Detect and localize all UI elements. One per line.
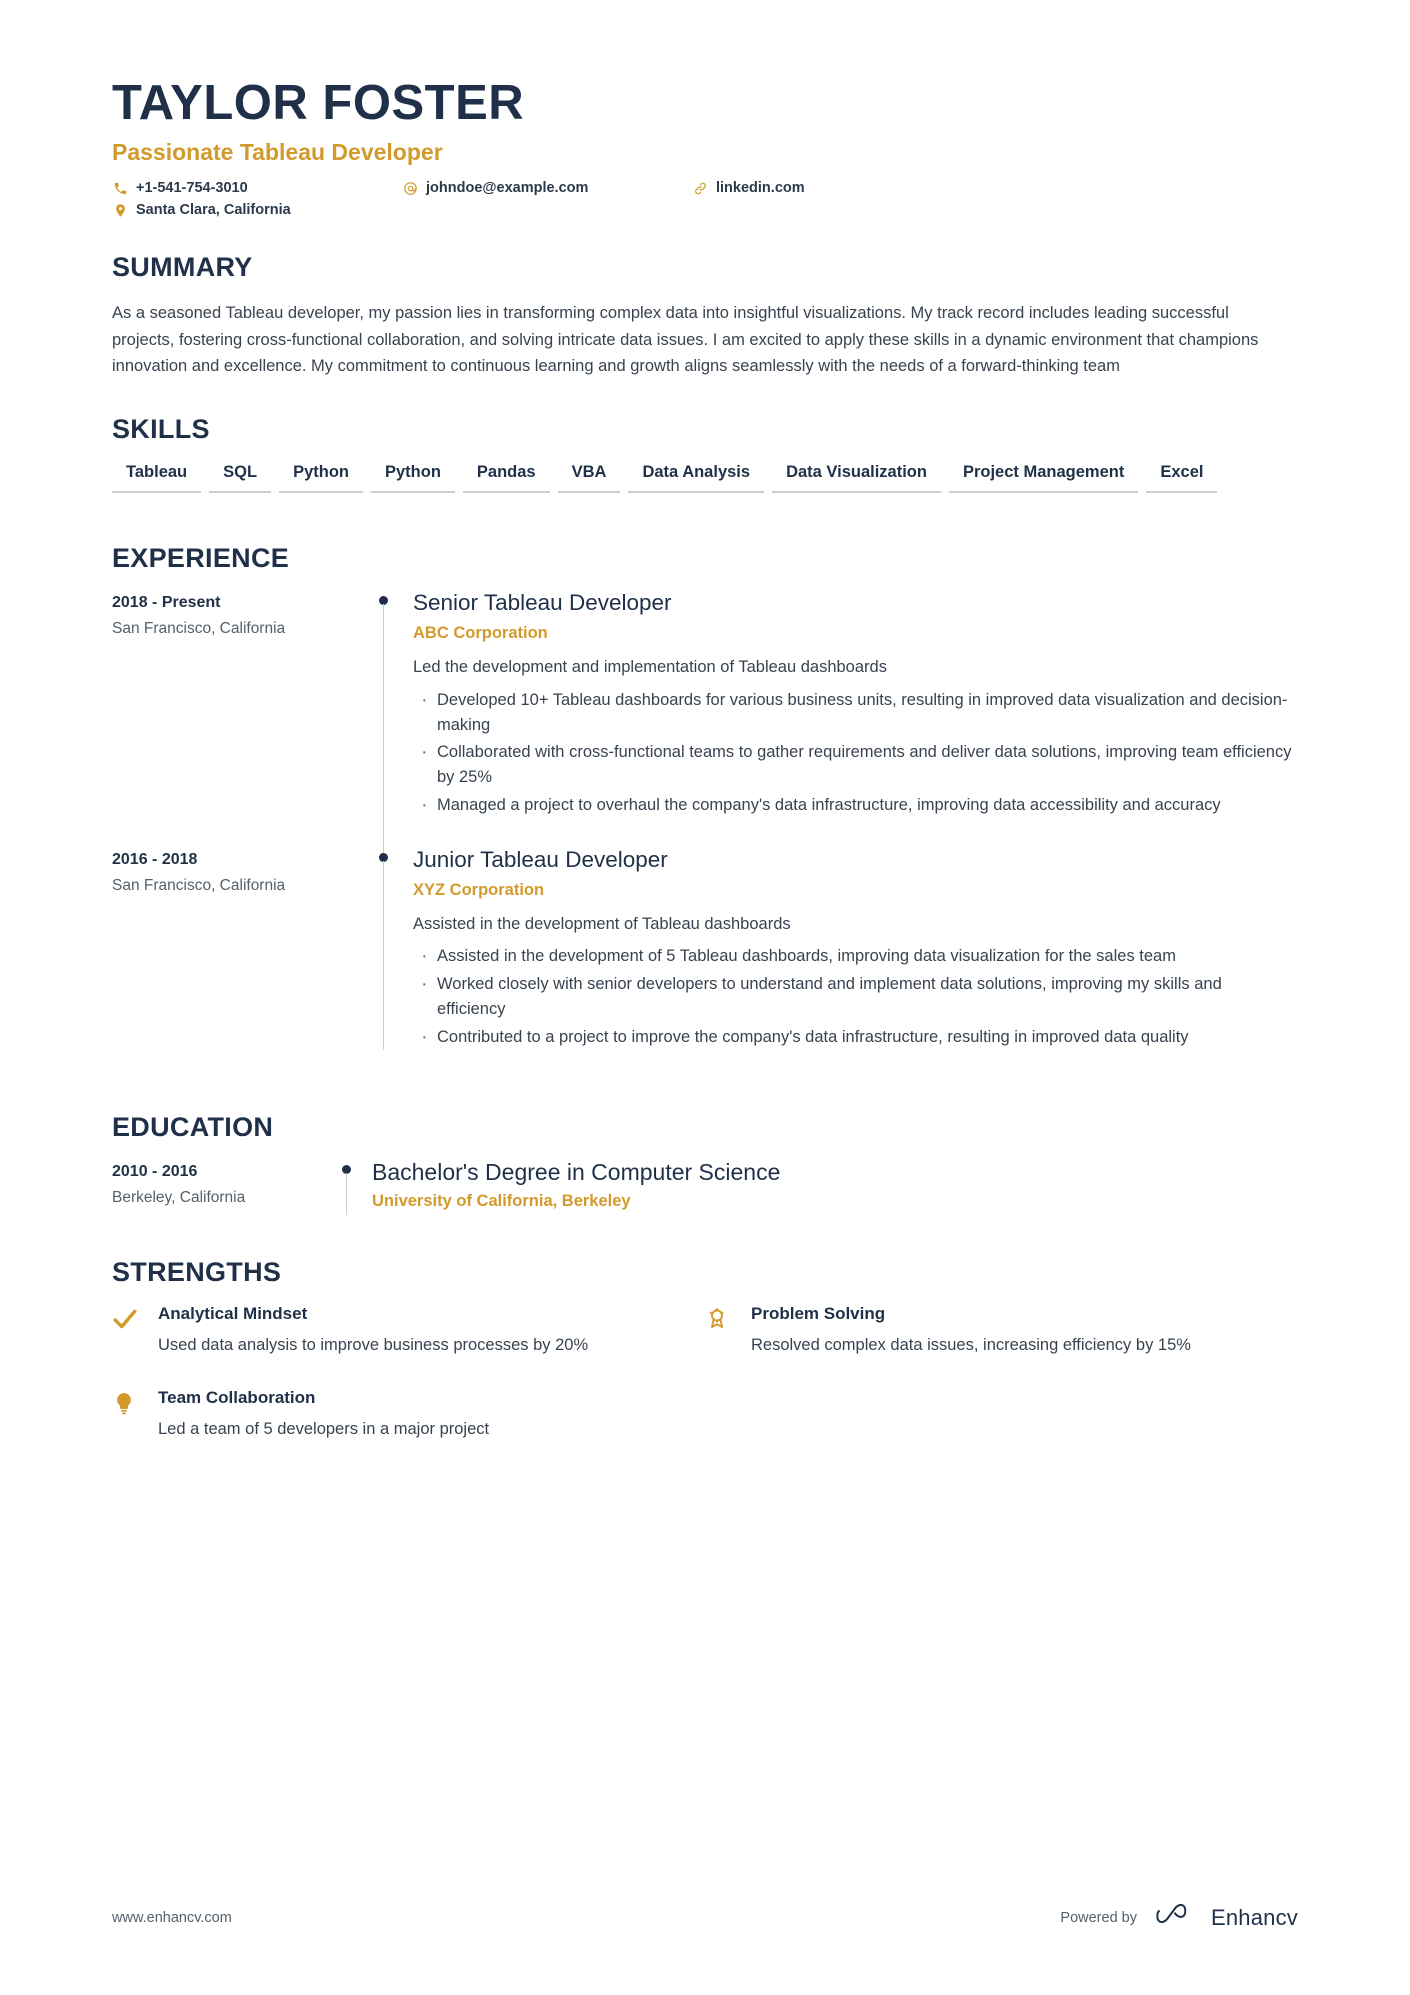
section-experience: [112, 543, 1298, 1078]
skill-chip: Project Management: [949, 461, 1138, 493]
strength-item: [705, 1304, 1298, 1358]
summary-text: As a seasoned Tableau developer, my passion lies in transforming complex data into insightful visualizations. My track record includes leading successful projects, fostering cross-functional collaboration, and solving intricate data issues. I am excited to apply these skills in a dynamic environment that champions innovation and excellence. My commitment to continuous learning and growth aligns seamlessly with the needs of a forward-thinking team: [112, 303, 1259, 376]
contact-email-value: johndoe@example.com: [426, 180, 589, 197]
strength-description: Led a team of 5 developers in a major project: [158, 1420, 490, 1439]
footer-website[interactable]: www.enhancv.com: [112, 1910, 232, 1926]
skills-title: SKILLS: [112, 414, 210, 445]
education-entry: [112, 1159, 1298, 1223]
section-skills: [112, 414, 1298, 509]
section-education: [112, 1112, 1298, 1223]
strength-title: Team Collaboration: [158, 1388, 316, 1408]
timeline-marker: [330, 1159, 372, 1223]
education-degree: Bachelor's Degree in Computer Science: [372, 1159, 781, 1186]
page-footer: [112, 1903, 1298, 1933]
email-icon: [402, 180, 418, 196]
skill-chip: Tableau: [112, 461, 201, 493]
timeline-marker: [367, 590, 413, 847]
location-icon: [112, 202, 128, 218]
timeline-line: [383, 861, 384, 1051]
experience-description: Assisted in the development of Tableau dashboards: [413, 914, 791, 933]
timeline-line: [383, 604, 384, 859]
candidate-headline: Passionate Tableau Developer: [112, 139, 443, 166]
education-school: University of California, Berkeley: [372, 1192, 631, 1211]
experience-bullet: · Contributed to a project to improve the company's data infrastructure, resulting in improved data quality: [413, 1025, 1293, 1050]
experience-bullet: · Developed 10+ Tableau dashboards for various business units, resulting in improved data visualization and decision-making: [413, 688, 1293, 738]
phone-icon: [112, 180, 128, 196]
experience-bullet: · Collaborated with cross-functional teams to gather requirements and deliver data solutions, improving team efficiency by 25%: [413, 740, 1293, 790]
enhancv-wordmark: Enhancv: [1210, 1905, 1298, 1930]
education-location: Berkeley, California: [112, 1189, 246, 1207]
experience-body: [413, 847, 1298, 1079]
experience-date: 2018 - Present: [112, 594, 221, 612]
skill-chip: Data Visualization: [772, 461, 941, 493]
strength-description: Used data analysis to improve business processes by 20%: [158, 1336, 589, 1355]
experience-company: XYZ Corporation: [413, 880, 545, 899]
contact-row-primary: [112, 180, 1298, 196]
strength-title: Analytical Mindset: [158, 1304, 308, 1324]
experience-meta: [112, 590, 367, 847]
contact-location-value: Santa Clara, California: [136, 202, 291, 219]
experience-bullet: · Managed a project to overhaul the company's data infrastructure, improving data accessibility and accuracy: [413, 793, 1293, 818]
summary-title: SUMMARY: [112, 252, 253, 283]
experience-role: Junior Tableau Developer: [413, 846, 668, 872]
experience-company: ABC Corporation: [413, 624, 548, 643]
contact-phone-value: +1-541-754-3010: [136, 180, 248, 197]
skill-chip: Excel: [1146, 461, 1217, 493]
skill-chip: Python: [371, 461, 455, 493]
contact-email[interactable]: [402, 180, 692, 196]
experience-entry: [112, 847, 1298, 1079]
experience-bullet: · Assisted in the development of 5 Tableau dashboards, improving data visualization for the sales team: [413, 944, 1293, 969]
lightbulb-icon: [112, 1388, 158, 1442]
timeline-line: [346, 1173, 347, 1215]
candidate-name: TAYLOR FOSTER: [112, 76, 525, 130]
education-title: EDUCATION: [112, 1112, 274, 1143]
experience-entry: [112, 590, 1298, 847]
strength-description: Resolved complex data issues, increasing efficiency by 15%: [751, 1336, 1191, 1355]
contact-row-secondary: [112, 202, 1298, 218]
strength-item: [112, 1388, 705, 1442]
strength-title: Problem Solving: [751, 1304, 886, 1324]
skill-chip: Data Analysis: [628, 461, 764, 493]
experience-bullet: · Worked closely with senior developers to understand and implement data solutions, improving my skills and efficiency: [413, 972, 1293, 1022]
skill-chip: VBA: [558, 461, 621, 493]
experience-title: EXPERIENCE: [112, 543, 290, 574]
resume-header: [112, 78, 1298, 218]
experience-bullets: [413, 944, 1298, 1049]
education-meta: [112, 1159, 330, 1223]
timeline-marker: [367, 847, 413, 1079]
contact-link[interactable]: [692, 180, 982, 196]
link-icon: [692, 180, 708, 196]
powered-by-label: Powered by: [1060, 1910, 1137, 1926]
skill-chip: SQL: [209, 461, 271, 493]
section-summary: [112, 252, 1298, 380]
contact-link-value: linkedin.com: [716, 180, 805, 197]
experience-meta: [112, 847, 367, 1079]
strength-item: [112, 1304, 705, 1358]
experience-date: 2016 - 2018: [112, 850, 198, 868]
skill-chip: Python: [279, 461, 363, 493]
enhancv-logo-icon: [1155, 1903, 1201, 1933]
footer-branding: [1060, 1903, 1298, 1933]
check-icon: [112, 1304, 158, 1358]
experience-role: Senior Tableau Developer: [413, 590, 672, 616]
strengths-list: [112, 1304, 1298, 1472]
experience-location: San Francisco, California: [112, 876, 286, 894]
experience-bullets: [413, 688, 1298, 818]
skills-list: [112, 461, 1298, 509]
education-date: 2010 - 2016: [112, 1163, 198, 1181]
contact-location: [112, 202, 402, 218]
education-body: [372, 1159, 1298, 1223]
experience-body: [413, 590, 1298, 847]
experience-location: San Francisco, California: [112, 620, 286, 638]
strengths-title: STRENGTHS: [112, 1257, 282, 1288]
award-icon: [705, 1304, 751, 1358]
section-strengths: [112, 1257, 1298, 1472]
contact-phone[interactable]: [112, 180, 402, 196]
experience-description: Led the development and implementation of Tableau dashboards: [413, 658, 887, 677]
skill-chip: Pandas: [463, 461, 550, 493]
